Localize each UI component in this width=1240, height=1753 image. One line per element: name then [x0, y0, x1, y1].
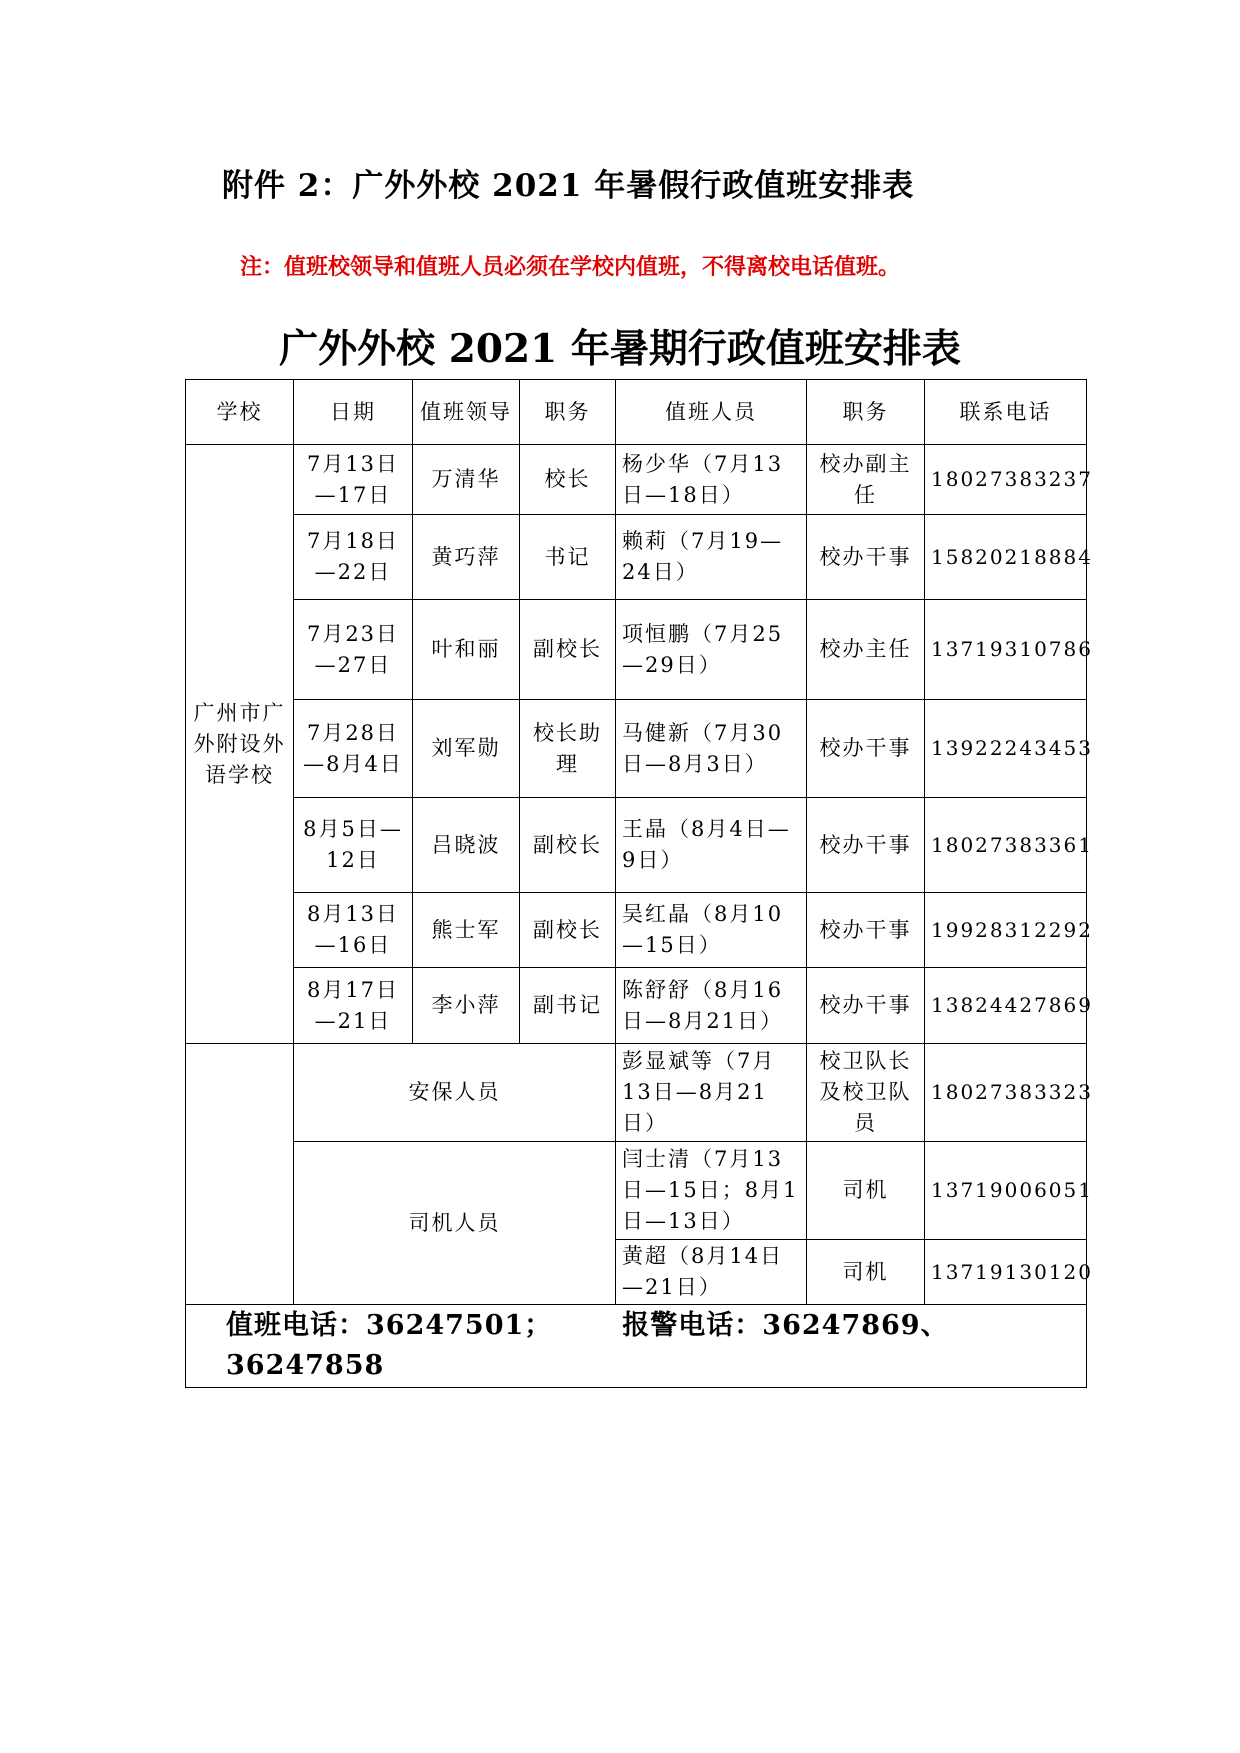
header-date: 日期: [294, 380, 413, 445]
footer-phones: [186, 1305, 1087, 1388]
phone-cell: 13719310786: [925, 600, 1087, 700]
security-row: [186, 1044, 1087, 1142]
leader-cell: 黄巧萍: [413, 515, 520, 600]
phone-cell: 18027383361: [925, 798, 1087, 893]
header-row: [186, 380, 1087, 445]
header-staff-position: 职务: [807, 380, 925, 445]
date-cell: 7月23日—27日: [294, 600, 413, 700]
staff-cell: 吴红晶（8月10—15日）: [616, 893, 807, 968]
attachment-title: 附件 2：广外外校 2021 年暑假行政值班安排表: [222, 168, 915, 204]
staff-position-cell: 校办主任: [807, 600, 925, 700]
staff-cell: 赖莉（7月19—24日）: [616, 515, 807, 600]
leader-position-cell: 副书记: [520, 968, 616, 1044]
phone-cell: 18027383237: [925, 445, 1087, 515]
security-position-cell: 校卫队长及校卫队员: [807, 1044, 925, 1142]
driver-position-cell: 司机: [807, 1240, 925, 1305]
header-leader: 值班领导: [413, 380, 520, 445]
phone-cell: 19928312292: [925, 893, 1087, 968]
date-cell: 7月28日—8月4日: [294, 700, 413, 798]
leader-position-cell: 校长助理: [520, 700, 616, 798]
table-row: [186, 798, 1087, 893]
driver-position-cell: 司机: [807, 1142, 925, 1240]
phone-cell: 15820218884: [925, 515, 1087, 600]
school-blank-cell: [186, 1044, 294, 1305]
staff-cell: 项恒鹏（7月25—29日）: [616, 600, 807, 700]
date-cell: 8月5日—12日: [294, 798, 413, 893]
table-row: [186, 700, 1087, 798]
staff-position-cell: 校办干事: [807, 700, 925, 798]
phone-cell: 13922243453: [925, 700, 1087, 798]
date-cell: 7月18日—22日: [294, 515, 413, 600]
leader-cell: 吕晓波: [413, 798, 520, 893]
driver-staff-cell: 黄超（8月14日—21日）: [616, 1240, 807, 1305]
security-label: 安保人员: [294, 1044, 616, 1142]
header-school: 学校: [186, 380, 294, 445]
table-title: 广外外校 2021 年暑期行政值班安排表: [279, 326, 961, 372]
driver-phone-cell: 13719006051: [925, 1142, 1087, 1240]
header-staff: 值班人员: [616, 380, 807, 445]
leader-cell: 熊士军: [413, 893, 520, 968]
security-staff-cell: 彭显斌等（7月13日—8月21日）: [616, 1044, 807, 1142]
driver-label: 司机人员: [294, 1142, 616, 1305]
staff-position-cell: 校办干事: [807, 798, 925, 893]
date-cell: 7月13日—17日: [294, 445, 413, 515]
staff-position-cell: 校办干事: [807, 893, 925, 968]
staff-position-cell: 校办副主任: [807, 445, 925, 515]
leader-position-cell: 书记: [520, 515, 616, 600]
leader-position-cell: 副校长: [520, 893, 616, 968]
header-phone: 联系电话: [925, 380, 1087, 445]
staff-cell: 杨少华（7月13日—18日）: [616, 445, 807, 515]
alarm-phone: 报警电话：36247869、36247858: [226, 1310, 949, 1381]
table-row: [186, 515, 1087, 600]
date-cell: 8月17日—21日: [294, 968, 413, 1044]
driver-staff-cell: 闫士清（7月13日—15日；8月1日—13日）: [616, 1142, 807, 1240]
staff-cell: 陈舒舒（8月16日—8月21日）: [616, 968, 807, 1044]
staff-cell: 王晶（8月4日—9日）: [616, 798, 807, 893]
duty-notice: 注：值班校领导和值班人员必须在学校内值班，不得离校电话值班。: [240, 254, 901, 280]
driver-row: [186, 1142, 1087, 1240]
leader-position-cell: 校长: [520, 445, 616, 515]
date-cell: 8月13日—16日: [294, 893, 413, 968]
table-row: [186, 445, 1087, 515]
phone-cell: 13824427869: [925, 968, 1087, 1044]
duty-schedule-table: [185, 379, 1093, 1388]
leader-cell: 刘军勋: [413, 700, 520, 798]
leader-cell: 万清华: [413, 445, 520, 515]
duty-phone: 值班电话：36247501；: [226, 1310, 553, 1341]
driver-phone-cell: 13719130120: [925, 1240, 1087, 1305]
table-row: [186, 600, 1087, 700]
school-name-cell: 广州市广外附设外语学校: [186, 445, 294, 1044]
table-row: [186, 968, 1087, 1044]
staff-position-cell: 校办干事: [807, 515, 925, 600]
leader-position-cell: 副校长: [520, 798, 616, 893]
header-leader-position: 职务: [520, 380, 616, 445]
table-row: [186, 893, 1087, 968]
staff-position-cell: 校办干事: [807, 968, 925, 1044]
leader-cell: 叶和丽: [413, 600, 520, 700]
leader-position-cell: 副校长: [520, 600, 616, 700]
security-phone-cell: 18027383323: [925, 1044, 1087, 1142]
footer-row: [186, 1305, 1087, 1388]
leader-cell: 李小萍: [413, 968, 520, 1044]
staff-cell: 马健新（7月30日—8月3日）: [616, 700, 807, 798]
